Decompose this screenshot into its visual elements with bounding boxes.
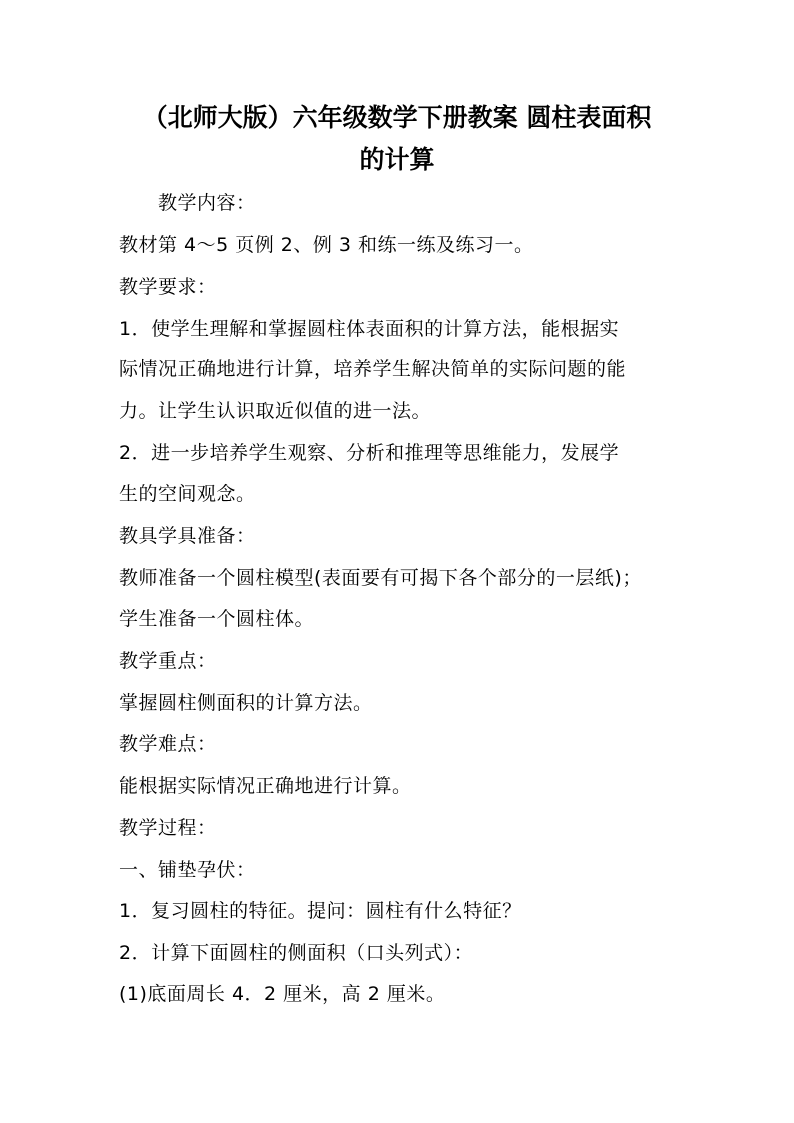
section-heading-teaching-requirements: 教学要求： xyxy=(119,276,217,298)
paragraph-line: 掌握圆柱侧面积的计算方法。 xyxy=(119,692,373,714)
paragraph-line: 能根据实际情况正确地进行计算。 xyxy=(119,775,412,797)
paragraph-line: 学生准备一个圆柱体。 xyxy=(119,608,315,630)
document-title-line-2: 的计算 xyxy=(359,145,435,174)
paragraph-line: 2．进一步培养学生观察、分析和推理等思维能力，发展学 xyxy=(119,442,620,464)
document-title-line-1: （北师大版）六年级数学下册教案 圆柱表面积 xyxy=(142,103,652,132)
paragraph-line: 1．复习圆柱的特征。提问：圆柱有什么特征？ xyxy=(119,900,522,922)
paragraph-line: 1．使学生理解和掌握圆柱体表面积的计算方法，能根据实 xyxy=(119,318,620,340)
section-heading-difficulties: 教学难点： xyxy=(119,733,217,755)
paragraph-line: 教师准备一个圆柱模型(表面要有可揭下各个部分的一层纸)； xyxy=(119,567,642,589)
section-heading-teaching-aids: 教具学具准备： xyxy=(119,525,256,547)
paragraph-line: (1)底面周长 4．2 厘米，高 2 厘米。 xyxy=(119,983,446,1005)
paragraph-line: 2．计算下面圆柱的侧面积（口头列式）： xyxy=(119,942,474,964)
paragraph-line: 生的空间观念。 xyxy=(119,483,256,505)
paragraph-line: 力。让学生认识取近似值的进一法。 xyxy=(119,400,432,422)
section-heading-key-points: 教学重点： xyxy=(119,650,217,672)
paragraph-line: 际情况正确地进行计算，培养学生解决简单的实际问题的能 xyxy=(119,358,627,380)
paragraph-line: 教材第 4～5 页例 2、例 3 和练一练及练习一。 xyxy=(119,234,534,256)
section-heading-teaching-process: 教学过程： xyxy=(119,817,217,839)
subsection-heading: 一、铺垫孕伏： xyxy=(119,859,256,881)
section-heading-teaching-content: 教学内容： xyxy=(158,192,256,214)
